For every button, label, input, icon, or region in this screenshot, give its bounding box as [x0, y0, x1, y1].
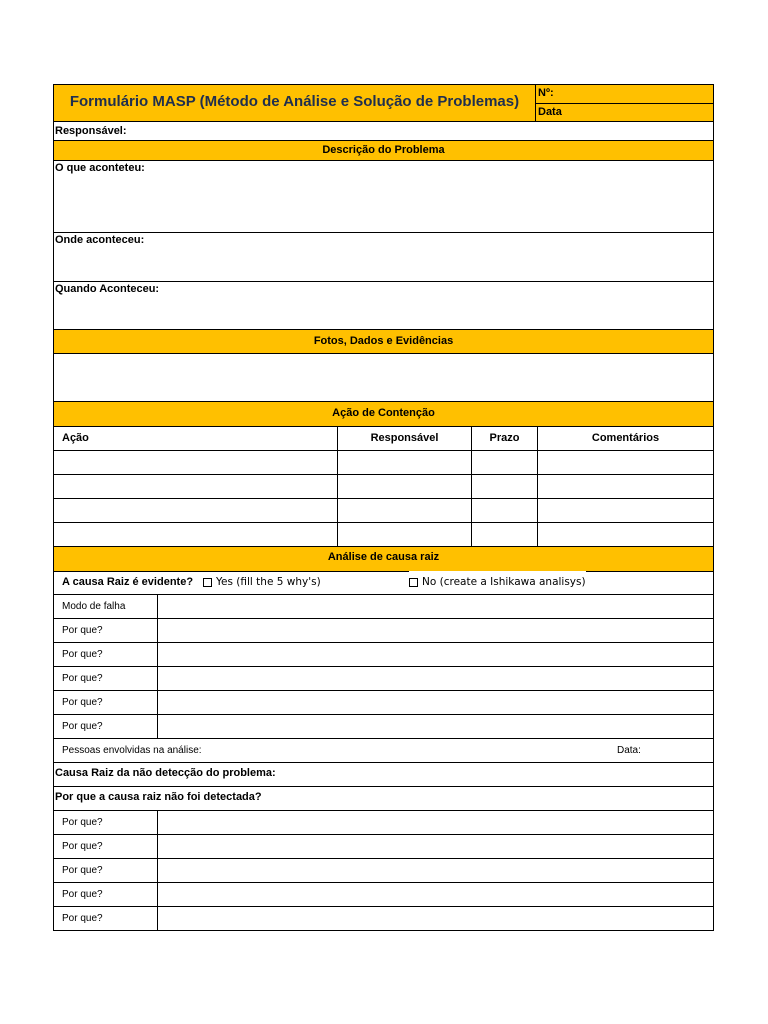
why-label-cell: [54, 883, 157, 906]
why-answer-field[interactable]: [157, 667, 713, 690]
why-label-cell: [54, 595, 157, 618]
quando-field[interactable]: [53, 282, 714, 330]
col-responsavel-label: Responsável: [370, 432, 439, 444]
why-answer-field[interactable]: [157, 835, 713, 858]
por-que-nao-row[interactable]: [53, 787, 714, 811]
why-row: [53, 691, 714, 715]
why-label-cell: [54, 715, 157, 738]
nao-deteccao-label: Causa Raiz da não detecção do problema:: [55, 767, 276, 779]
nao-deteccao-row[interactable]: [53, 763, 714, 787]
why-label-cell: [54, 811, 157, 834]
why-answer-field[interactable]: [157, 907, 713, 930]
contencao-title: Ação de Contenção: [332, 407, 435, 419]
descricao-title: Descrição do Problema: [322, 144, 445, 156]
onde-label: Onde aconteceu:: [55, 234, 145, 246]
why-row: [53, 907, 714, 931]
why-row: [53, 859, 714, 883]
responsavel-cell[interactable]: [337, 523, 471, 546]
responsavel-label: Responsável:: [55, 125, 127, 137]
por-que-nao-label: Por que a causa raiz não foi detectada?: [55, 791, 262, 803]
quando-label: Quando Aconteceu:: [55, 283, 160, 295]
col-prazo: [471, 427, 537, 450]
meta-cell: [535, 85, 713, 121]
form-header: [53, 84, 714, 122]
acao-cell[interactable]: [54, 475, 337, 498]
why-label: Modo de falha: [62, 601, 126, 612]
prazo-cell[interactable]: [471, 451, 537, 474]
prazo-cell[interactable]: [471, 499, 537, 522]
responsavel-cell[interactable]: [337, 499, 471, 522]
why-row: [53, 883, 714, 907]
data-label: Data: [538, 106, 562, 118]
why-row: [53, 811, 714, 835]
responsavel-cell[interactable]: [337, 475, 471, 498]
why-row: [53, 835, 714, 859]
pessoas-row[interactable]: [53, 739, 714, 763]
no-option-label: No (create a Ishikawa analisys): [422, 576, 586, 588]
fotos-field[interactable]: [53, 354, 714, 402]
why-answer-field[interactable]: [157, 619, 713, 642]
why-label: Por que?: [62, 817, 103, 828]
col-acao-label: Ação: [62, 432, 89, 444]
why-label-cell: [54, 907, 157, 930]
why-label: Por que?: [62, 913, 103, 924]
prazo-cell[interactable]: [471, 475, 537, 498]
numero-field[interactable]: [536, 85, 713, 104]
contencao-row: [53, 451, 714, 475]
yes-option-label: Yes (fill the 5 why's): [216, 576, 321, 588]
o-que-field[interactable]: [53, 161, 714, 233]
why-answer-field[interactable]: [157, 715, 713, 738]
why-label-cell: [54, 859, 157, 882]
no-option[interactable]: [409, 576, 586, 588]
why-row: [53, 715, 714, 739]
o-que-label: O que aconteteu:: [55, 162, 145, 174]
descricao-header: [53, 141, 714, 161]
onde-field[interactable]: [53, 233, 714, 282]
why-answer-field[interactable]: [157, 691, 713, 714]
numero-label: Nº:: [538, 87, 554, 99]
causa-raiz-header: [53, 547, 714, 571]
causa-evidente-row: [53, 571, 714, 595]
acao-cell[interactable]: [54, 499, 337, 522]
why-label: Por que?: [62, 649, 103, 660]
why-label-cell: [54, 619, 157, 642]
why-row: [53, 595, 714, 619]
yes-option[interactable]: [203, 576, 321, 588]
why-label: Por que?: [62, 721, 103, 732]
col-acao: [54, 427, 337, 450]
why-answer-field[interactable]: [157, 859, 713, 882]
col-comentarios-label: Comentários: [591, 432, 660, 444]
responsavel-cell[interactable]: [337, 451, 471, 474]
why-answer-field[interactable]: [157, 643, 713, 666]
why-label: Por que?: [62, 697, 103, 708]
why-label: Por que?: [62, 889, 103, 900]
why-label: Por que?: [62, 865, 103, 876]
no-checkbox[interactable]: [409, 578, 418, 587]
col-responsavel: [337, 427, 471, 450]
contencao-col-headers: [53, 427, 714, 451]
why-answer-field[interactable]: [157, 811, 713, 834]
comentarios-cell[interactable]: [537, 451, 713, 474]
col-prazo-label: Prazo: [489, 432, 520, 444]
causa-evidente-question: A causa Raiz é evidente?: [62, 576, 194, 588]
why-label-cell: [54, 835, 157, 858]
why-label-cell: [54, 691, 157, 714]
why-answer-field[interactable]: [157, 883, 713, 906]
fotos-header: [53, 330, 714, 354]
comentarios-cell[interactable]: [537, 523, 713, 546]
contencao-row: [53, 499, 714, 523]
why-answer-field[interactable]: [157, 595, 713, 618]
why-label: Por que?: [62, 841, 103, 852]
yes-checkbox[interactable]: [203, 578, 212, 587]
acao-cell[interactable]: [54, 523, 337, 546]
why-label-cell: [54, 667, 157, 690]
why-label-cell: [54, 643, 157, 666]
form-title: Formulário MASP (Método de Análise e Solução de Problemas): [69, 93, 520, 110]
why-label: Por que?: [62, 673, 103, 684]
causa-raiz-title: Análise de causa raiz: [327, 551, 440, 563]
fotos-title: Fotos, Dados e Evidências: [313, 335, 454, 347]
why-label: Por que?: [62, 625, 103, 636]
why-row: [53, 643, 714, 667]
prazo-cell[interactable]: [471, 523, 537, 546]
contencao-header: [53, 402, 714, 427]
why-row: [53, 619, 714, 643]
comentarios-cell[interactable]: [537, 475, 713, 498]
masp-form: [53, 84, 714, 932]
pessoas-label: Pessoas envolvidas na análise:: [62, 745, 202, 756]
title-cell: [54, 85, 535, 121]
col-comentarios: [537, 427, 713, 450]
comentarios-cell[interactable]: [537, 499, 713, 522]
why-row: [53, 667, 714, 691]
contencao-row: [53, 475, 714, 499]
responsavel-row[interactable]: [53, 122, 714, 141]
contencao-row: [53, 523, 714, 547]
data-field[interactable]: [536, 104, 713, 122]
acao-cell[interactable]: [54, 451, 337, 474]
pessoas-data-label: Data:: [617, 745, 641, 756]
